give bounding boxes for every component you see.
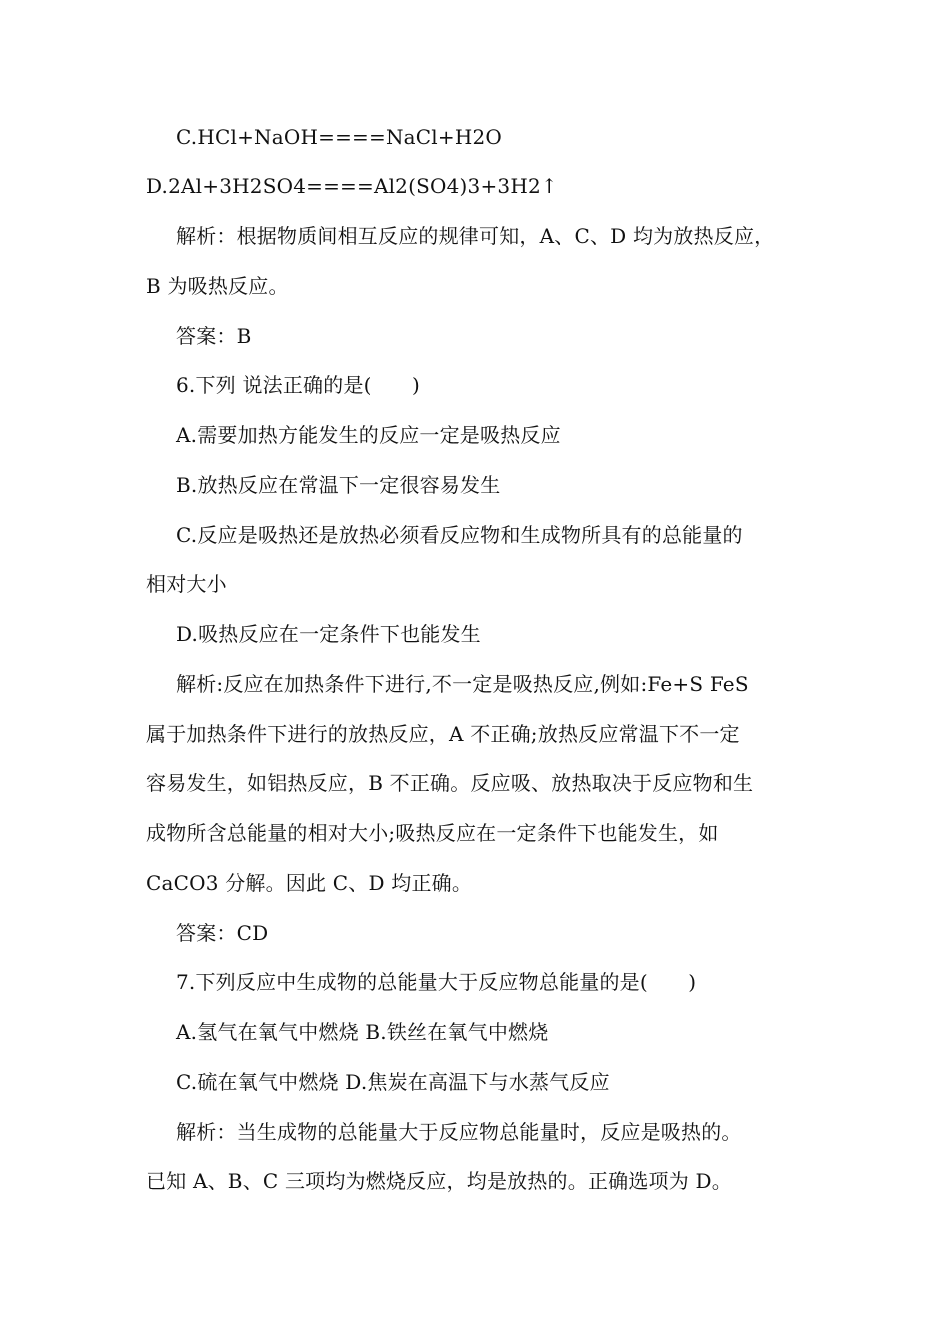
analysis-5-line-2: B 为吸热反应。 [146, 274, 289, 298]
analysis-7-line-2: 已知 A、B、C 三项均为燃烧反应，均是放热的。正确选项为 D。 [146, 1169, 732, 1193]
question-6-option-b: B.放热反应在常温下一定很容易发生 [176, 473, 501, 497]
analysis-7-line-1: 解析：当生成物的总能量大于反应物总能量时，反应是吸热的。 [176, 1120, 742, 1144]
analysis-5-line-1: 解析：根据物质间相互反应的规律可知，A、C、D 均为放热反应， [176, 224, 775, 248]
option-d-equation: D.2Al+3H2SO4====Al2(SO4)3+3H2↑ [146, 174, 558, 198]
answer-5: 答案：B [176, 324, 252, 348]
question-6-option-c-line-2: 相对大小 [146, 572, 227, 596]
option-c-equation: C.HCl+NaOH====NaCl+H2O [176, 125, 502, 149]
question-6-option-c-line-1: C.反应是吸热还是放热必须看反应物和生成物所具有的总能量的 [176, 523, 743, 547]
analysis-6-line-4: 成物所含总能量的相对大小;吸热反应在一定条件下也能发生，如 [146, 821, 719, 845]
question-7-options-a-b: A.氢气在氧气中燃烧 B.铁丝在氧气中燃烧 [176, 1020, 549, 1044]
question-6-option-a: A.需要加热方能发生的反应一定是吸热反应 [176, 423, 561, 447]
question-7: 7.下列反应中生成物的总能量大于反应物总能量的是( ) [176, 970, 697, 994]
analysis-6-line-2: 属于加热条件下进行的放热反应，A 不正确;放热反应常温下不一定 [146, 722, 740, 746]
analysis-6-line-1: 解析:反应在加热条件下进行,不一定是吸热反应,例如:Fe+S FeS [176, 672, 749, 696]
question-6-option-d: D.吸热反应在一定条件下也能发生 [176, 622, 481, 646]
question-7-options-c-d: C.硫在氧气中燃烧 D.焦炭在高温下与水蒸气反应 [176, 1070, 610, 1094]
question-6: 6.下列 说法正确的是( ) [176, 373, 421, 397]
answer-6: 答案：CD [176, 921, 269, 945]
analysis-6-line-3: 容易发生，如铝热反应，B 不正确。反应吸、放热取决于反应物和生 [146, 771, 754, 795]
analysis-6-line-5: CaCO3 分解。因此 C、D 均正确。 [146, 871, 473, 895]
